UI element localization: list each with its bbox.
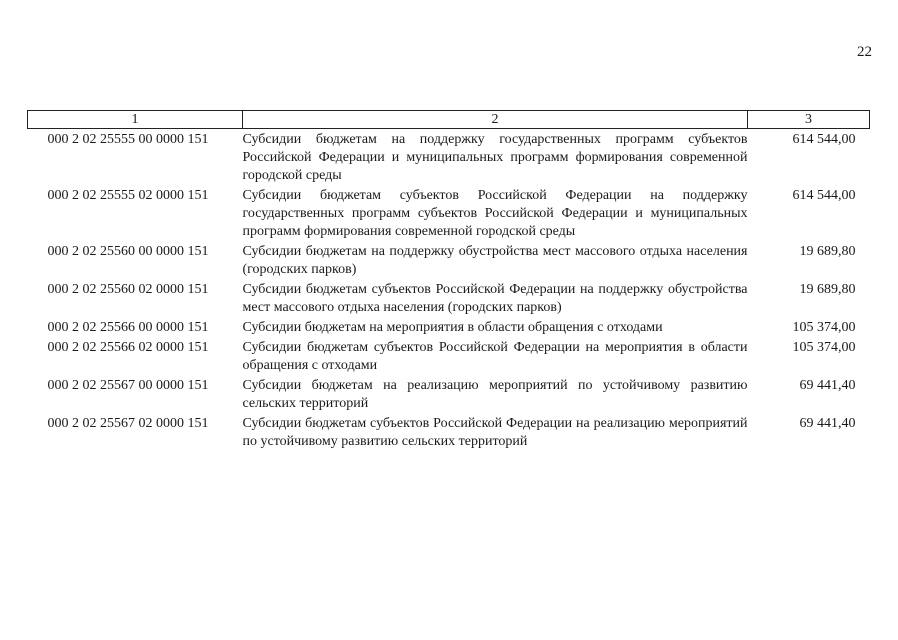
table-row: [28, 241, 870, 279]
table-row: [28, 129, 870, 186]
row-amount: 614 544,00: [792, 188, 856, 203]
column-header-1: 1: [28, 111, 243, 129]
row-amount: 614 544,00: [792, 132, 856, 147]
budget-code: 000 2 02 25567 00 0000 151: [47, 378, 209, 393]
row-amount: 69 441,40: [799, 416, 856, 431]
budget-code: 000 2 02 25566 00 0000 151: [47, 320, 209, 335]
column-header-3: 3: [748, 111, 870, 129]
row-amount: 19 689,80: [799, 282, 856, 297]
row-description: Субсидии бюджетам на реализацию мероприятий по устойчивому развитию сельских территорий: [242, 378, 748, 411]
table-body: [28, 129, 870, 452]
row-amount: 105 374,00: [792, 340, 856, 355]
row-amount: 69 441,40: [799, 378, 856, 393]
row-description: Субсидии бюджетам на поддержку государственных программ субъектов Российской Федерации и муниципальных программ формирования современной городской среды: [242, 132, 748, 183]
page-number: 22: [857, 44, 872, 60]
budget-table: [27, 110, 870, 451]
budget-code: 000 2 02 25555 02 0000 151: [47, 188, 209, 203]
table-row: [28, 317, 870, 337]
table-row: [28, 279, 870, 317]
table-row: [28, 337, 870, 375]
table-row: [28, 413, 870, 451]
budget-code: 000 2 02 25567 02 0000 151: [47, 416, 209, 431]
row-description: Субсидии бюджетам субъектов Российской Федерации на реализацию мероприятий по устойчивому развитию сельских территорий: [242, 416, 748, 449]
row-description: Субсидии бюджетам на мероприятия в области обращения с отходами: [242, 320, 663, 335]
budget-code: 000 2 02 25560 02 0000 151: [47, 282, 209, 297]
row-description: Субсидии бюджетам субъектов Российской Федерации на мероприятия в области обращения с отходами: [242, 340, 748, 373]
budget-code: 000 2 02 25566 02 0000 151: [47, 340, 209, 355]
row-amount: 19 689,80: [799, 244, 856, 259]
table-row: [28, 375, 870, 413]
table-row: [28, 185, 870, 241]
header-row: [28, 111, 870, 129]
row-description: Субсидии бюджетам субъектов Российской Федерации на поддержку государственных программ субъектов Российской Федерации и муниципальных программ формирования современной городской среды: [242, 188, 748, 239]
row-description: Субсидии бюджетам на поддержку обустройства мест массового отдыха населения (городских парков): [242, 244, 748, 277]
column-header-2: 2: [243, 111, 748, 129]
budget-code: 000 2 02 25560 00 0000 151: [47, 244, 209, 259]
row-description: Субсидии бюджетам субъектов Российской Федерации на поддержку обустройства мест массового отдыха населения (городских парков): [242, 282, 748, 315]
row-amount: 105 374,00: [792, 320, 856, 335]
budget-code: 000 2 02 25555 00 0000 151: [47, 132, 209, 147]
table-header: [28, 111, 870, 129]
